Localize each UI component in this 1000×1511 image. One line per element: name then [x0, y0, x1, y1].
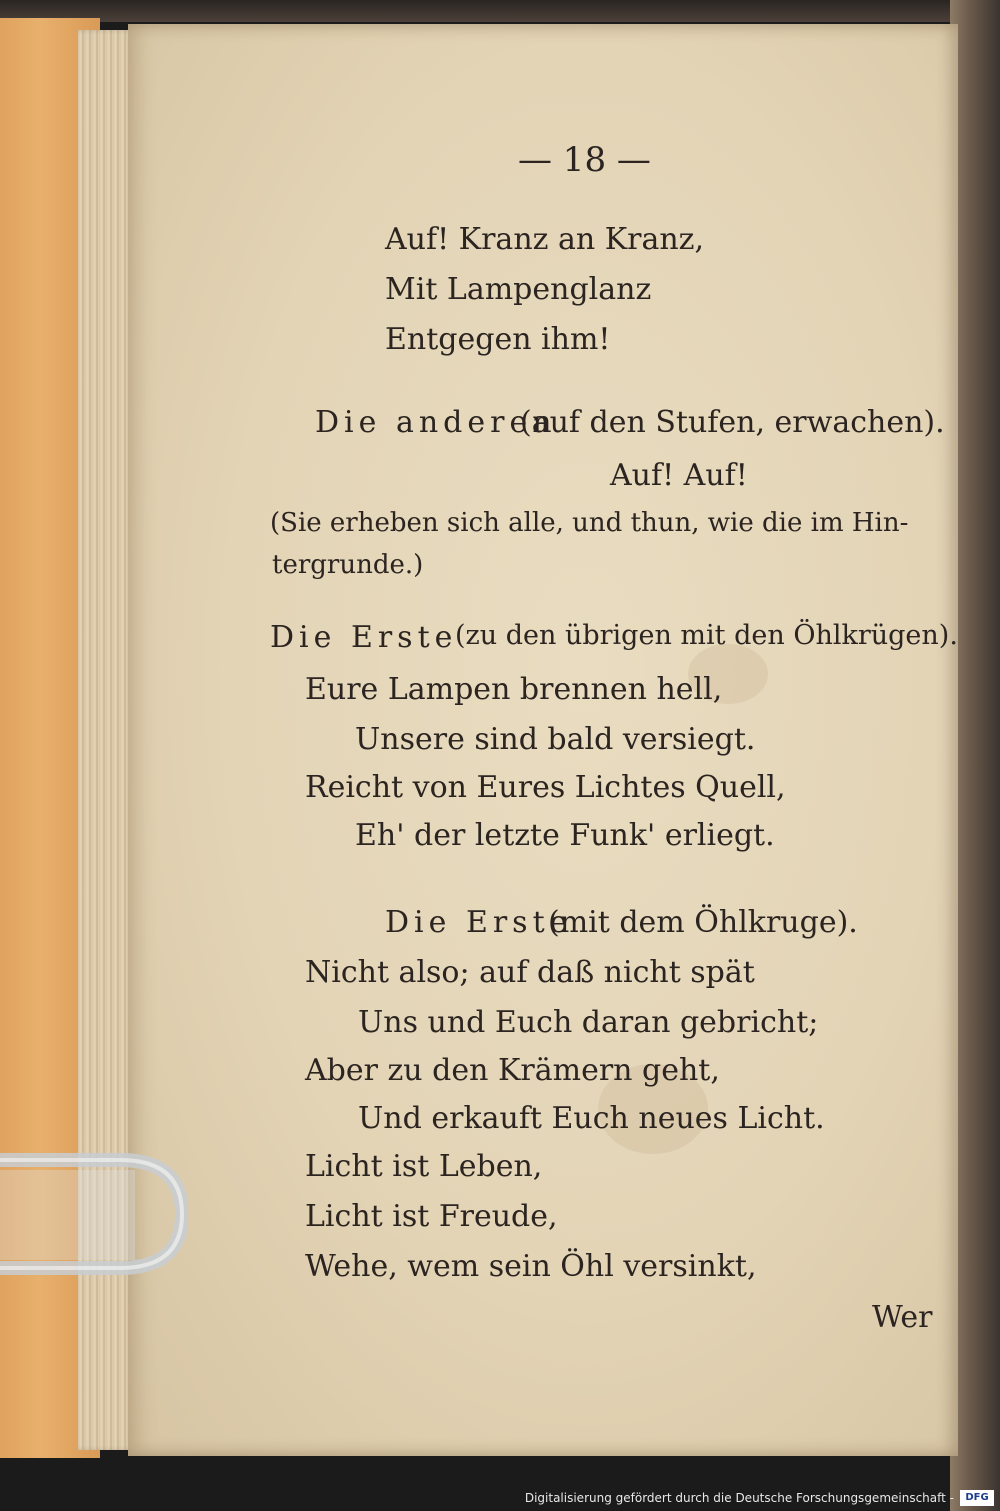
- verse-line: Uns und Euch daran gebricht;: [358, 1005, 819, 1040]
- speaker-name: Die Erste: [385, 905, 573, 940]
- verse-line: Reicht von Eures Lichtes Quell,: [305, 770, 786, 805]
- verse-line: Wehe, wem sein Öhl versinkt,: [305, 1249, 757, 1284]
- stage-direction: (mit dem Öhlkruge).: [548, 905, 858, 940]
- speaker-name: Die anderen: [315, 405, 557, 440]
- verse-line: Auf! Auf!: [610, 458, 748, 493]
- verse-line: Aber zu den Krämern geht,: [305, 1053, 720, 1088]
- funding-credit: Digitalisierung gefördert durch die Deutsche Forschungsgemeinschaft -: [524, 1491, 954, 1505]
- dfg-logo-icon: DFG: [960, 1490, 994, 1506]
- verse-line: Mit Lampenglanz: [385, 272, 652, 307]
- verse-line: Nicht also; auf daß nicht spät: [305, 955, 755, 990]
- verse-line: Eure Lampen brennen hell,: [305, 672, 723, 707]
- speaker-name: Die Erste: [270, 620, 458, 655]
- verse-line: Auf! Kranz an Kranz,: [385, 222, 705, 257]
- paper-clip-icon: [0, 1150, 188, 1278]
- stage-direction: (Sie erheben sich alle, und thun, wie die im Hin-: [270, 508, 909, 538]
- scanner-top-edge: [0, 0, 1000, 22]
- verse-line: Licht ist Freude,: [305, 1199, 558, 1234]
- verse-line: Unsere sind bald versiegt.: [355, 722, 756, 757]
- verse-line: Entgegen ihm!: [385, 322, 611, 357]
- verse-line: Und erkauft Euch neues Licht.: [358, 1101, 825, 1136]
- footer-bar: [0, 1471, 1000, 1511]
- stage-direction: (auf den Stufen, erwachen).: [520, 405, 945, 440]
- verse-line: Eh' der letzte Funk' erliegt.: [355, 818, 775, 853]
- verse-line: Licht ist Leben,: [305, 1149, 543, 1184]
- stage-direction: (zu den übrigen mit den Öhlkrügen).: [455, 620, 958, 651]
- page-number: — 18 —: [518, 140, 651, 180]
- stage-direction: tergrunde.): [272, 550, 424, 580]
- catchword: Wer: [872, 1300, 933, 1335]
